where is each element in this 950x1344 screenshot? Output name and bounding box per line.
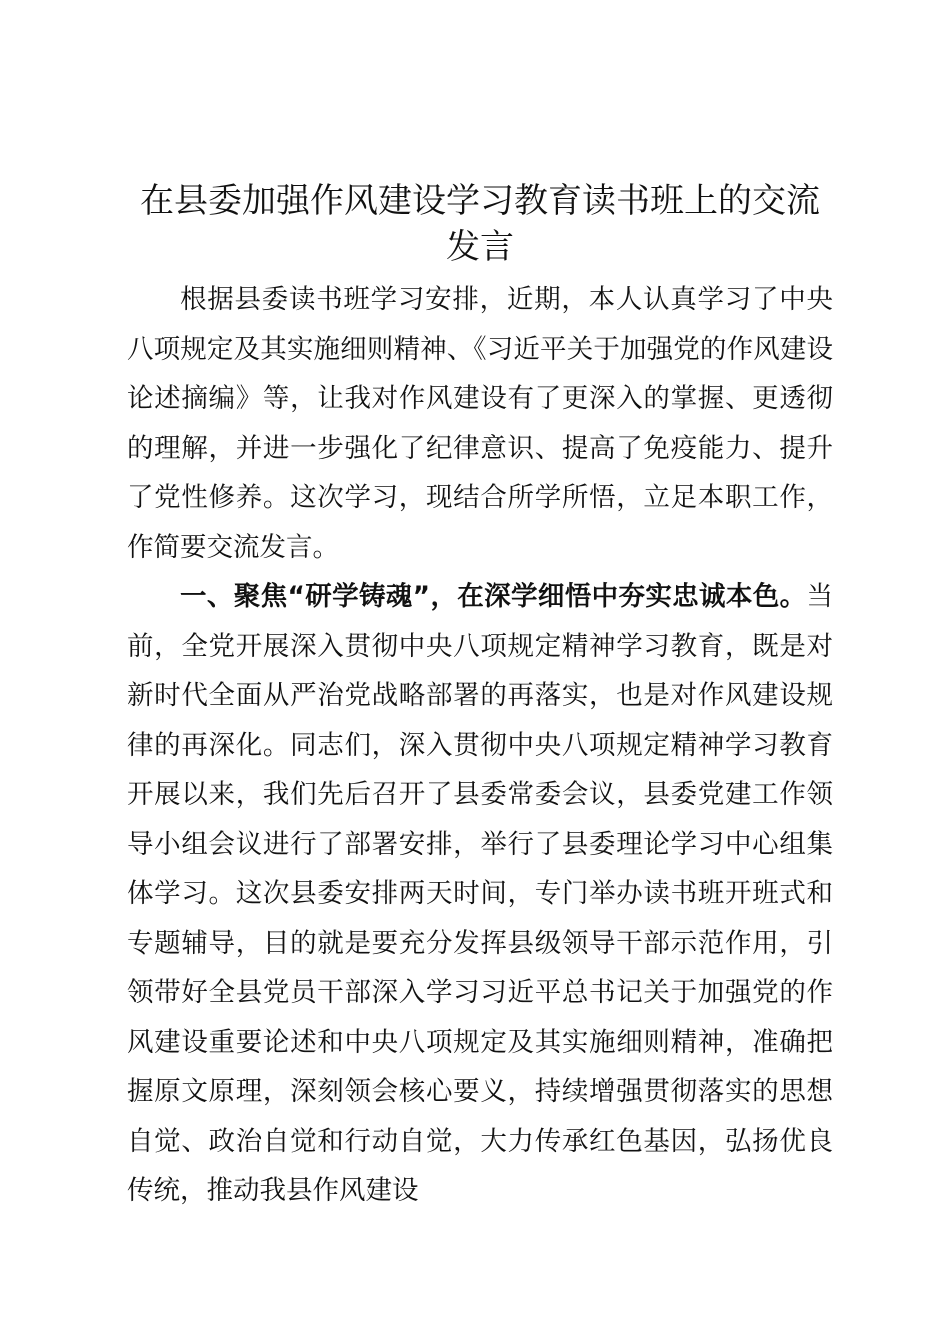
document-title: 在县委加强作风建设学习教育读书班上的交流发言	[140, 181, 820, 267]
paragraph-section-one	[127, 572, 833, 1216]
section-one-text: 当前，全党开展深入贯彻中央八项规定精神学习教育，既是对新时代全面从严治党战略部署的再落实，也是对作风建设规律的再深化。同志们，深入贯彻中央八项规定精神学习教育开展以来，我们先后召开了县委常委会议，县委党建工作领导小组会议进行了部署安排，举行了县委理论学习中心组集体学习。这次县委安排两天时间，专门举办读书班开班式和专题辅导，目的就是要充分发挥县级领导干部示范作用，引领带好全县党员干部深入学习习近平总书记关于加强党的作风建设重要论述和中央八项规定及其实施细则精神，准确把握原文原理，深刻领会核心要义，持续增强贯彻落实的思想自觉、政治自觉和行动自觉，大力传承红色基因，弘扬优良传统，推动我县作风建设	[127, 581, 833, 1206]
section-one-heading: 一、聚焦“研学铸魂”，在深学细悟中夯实忠诚本色。	[180, 581, 807, 612]
document-body	[127, 178, 833, 1216]
paragraph-intro-text: 根据县委读书班学习安排，近期，本人认真学习了中央八项规定及其实施细则精神、《习近平关于加强党的作风建设论述摘编》等，让我对作风建设有了更深入的掌握、更透彻的理解，并进一步强化了纪律意识、提高了免疫能力、提升了党性修养。这次学习，现结合所学所悟，立足本职工作，作简要交流发言。	[127, 284, 833, 563]
paragraph-intro	[127, 275, 833, 572]
